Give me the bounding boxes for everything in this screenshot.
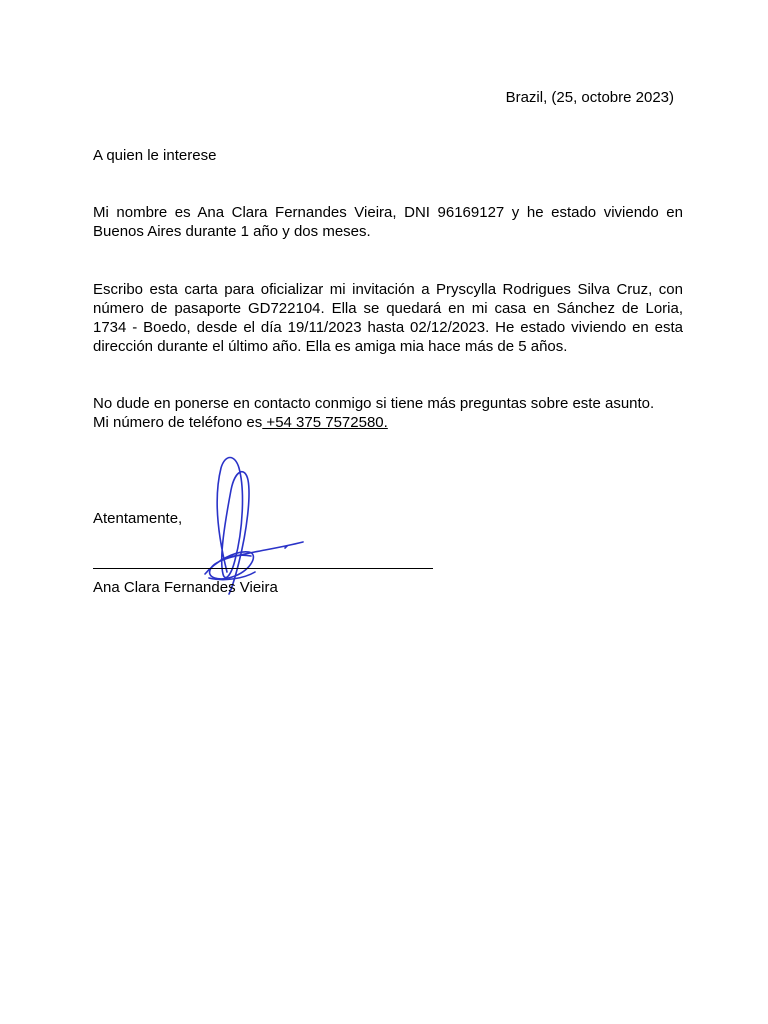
- contact-sentence: No dude en ponerse en contacto conmigo si tiene más preguntas sobre este asunto.: [93, 395, 655, 412]
- phone-number: +54 375 7572580.: [262, 414, 388, 431]
- phone-prefix: Mi número de teléfono es: [93, 414, 263, 431]
- date-line: Brazil, (25, octobre 2023): [505, 89, 674, 106]
- paragraph-invitation: Escribo esta carta para oficializar mi invitación a Pryscylla Rodrigues Silva Cruz, con número de pasaporte GD722104. Ella se quedará en mi casa en Sánchez de Loria, 1734 - Boedo, desde el día 19/11/2023 hasta 02/12/2023. He estado viviendo en esta dirección durante el último año. Ella es amiga mia hace más de 5 años.: [93, 281, 683, 355]
- closing: Atentamente,: [93, 510, 183, 527]
- signer-name: Ana Clara Fernandes Vieira: [93, 579, 278, 596]
- paragraph-introduction: Mi nombre es Ana Clara Fernandes Vieira, DNI 96169127 y he estado viviendo en Buenos Aires durante 1 año y dos meses.: [93, 204, 683, 240]
- signature-line: [93, 568, 433, 569]
- greeting: A quien le interese: [93, 147, 217, 164]
- paragraph-contact: [93, 394, 683, 432]
